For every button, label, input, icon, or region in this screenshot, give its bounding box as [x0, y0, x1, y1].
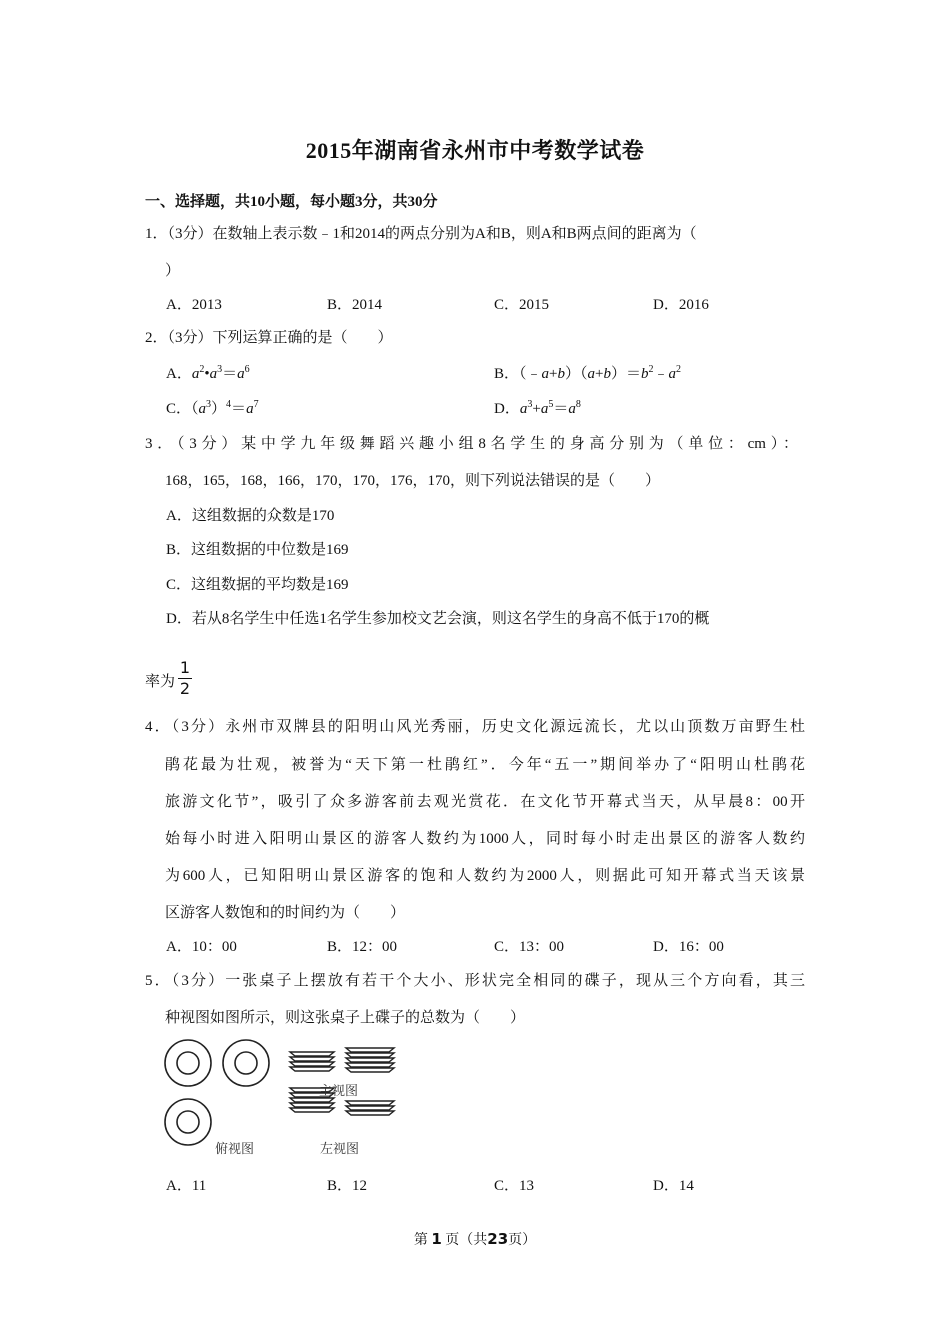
question-3-data: 168，165，168，166，170，170，176，170，则下列说法错误的是（ ）	[165, 473, 661, 489]
section-heading: 一、选择题，共10小题，每小题3分，共30分	[145, 194, 438, 210]
question-1-text: 1．（3分）在数轴上表示数﹣1和2014的两点分别为A和B，则A和B两点间的距离为（	[145, 226, 697, 242]
three-views-figure	[160, 1035, 400, 1160]
footer-mid: 页（共	[445, 1233, 488, 1248]
q1-option-c: C．2015	[494, 297, 550, 313]
plates-views-drawing	[160, 1035, 400, 1160]
q1-option-a: A．2013	[166, 297, 222, 313]
q3-option-d-continued: 率为	[145, 674, 176, 690]
footer-total-pages: 23	[487, 1230, 509, 1248]
top-view-plate-3	[165, 1099, 211, 1145]
top-view-plate-2	[223, 1040, 269, 1086]
page-title: 2015年湖南省永州市中考数学试卷	[305, 138, 645, 163]
question-4-line-1: 4．（3分）永州市双牌县的阳明山风光秀丽，历史文化源远流长，尤以山顶数万亩野生杜	[145, 719, 805, 735]
footer-page-number: 1	[431, 1230, 442, 1248]
question-4-line-3: 旅游文化节”，吸引了众多游客前去观光赏花．在文化节开幕式当天，从早晨8：00开	[165, 794, 805, 810]
q4-option-a: A．10：00	[166, 939, 237, 955]
q2-option-c: C．$(a^3)^4=a^7$	[166, 399, 259, 417]
q5-option-a: A．11	[166, 1178, 207, 1194]
q1-option-b: B．2014	[327, 297, 383, 313]
q3-option-a: A．这组数据的众数是170	[166, 508, 335, 524]
q3-option-c: C．这组数据的平均数是169	[166, 577, 349, 593]
front-view-stacks	[290, 1048, 394, 1072]
page-footer	[0, 1229, 950, 1249]
q2-option-b: B．$(﹣a+b)(a+b)=b^2﹣a^2$	[494, 364, 682, 382]
top-view-plate-1	[165, 1040, 211, 1086]
front-view-label: 主视图	[319, 1084, 359, 1099]
q2-option-a: A．$a^2•a^3=a^6$	[166, 364, 250, 382]
fraction-numerator: 1	[179, 658, 191, 677]
fraction-one-half	[178, 659, 192, 698]
q5-option-c: C．13	[494, 1178, 535, 1194]
top-view-label: 俯视图	[215, 1142, 255, 1157]
question-4-line-4: 始每小时进入阳明山景区的游客人数约为1000人，同时每小时走出景区的游客人数约	[165, 831, 805, 847]
left-view-label: 左视图	[320, 1142, 360, 1157]
q3-option-b: B．这组数据的中位数是169	[166, 542, 349, 558]
footer-prefix: 第	[413, 1233, 428, 1248]
q5-option-d: D．14	[653, 1178, 694, 1194]
question-3-stem: 3．（3分）某中学九年级舞蹈兴趣小组8名学生的身高分别为（单位：cm）：	[145, 436, 798, 452]
question-5-stem: 5．（3分）一张桌子上摆放有若干个大小、形状完全相同的碟子，现从三个方向看，其三	[145, 973, 805, 989]
q4-option-c: C．13：00	[494, 939, 565, 955]
q4-option-d: D．16：00	[653, 939, 724, 955]
q2-option-d: D．$a^3+a^5=a^8$	[494, 399, 581, 417]
question-1-stem-end: ）	[165, 263, 181, 279]
question-2-stem: 2．（3分）下列运算正确的是（ ）	[145, 330, 393, 346]
q3-option-d: D．若从8名学生中任选1名学生参加校文艺会演，则这名学生的身高不低于170的概	[166, 611, 710, 627]
question-4-line-6: 区游客人数饱和的时间约为（ ）	[165, 905, 406, 921]
question-5-stem-end: 种视图如图所示，则这张桌子上碟子的总数为（ ）	[165, 1010, 526, 1026]
q5-option-b: B．12	[327, 1178, 368, 1194]
footer-suffix: 页）	[508, 1233, 537, 1248]
question-4-line-2: 鹃花最为壮观，被誉为“天下第一杜鹃红”．今年“五一”期间举办了“阳明山杜鹃花	[165, 757, 805, 773]
question-4-line-5: 为600人，已知阳明山景区游客的饱和人数约为2000人，则据此可知开幕式当天该景	[165, 868, 805, 884]
q4-option-b: B．12：00	[327, 939, 398, 955]
q1-option-d: D．2016	[653, 297, 709, 313]
question-1-stem	[145, 224, 697, 244]
fraction-denominator: 2	[179, 679, 191, 698]
